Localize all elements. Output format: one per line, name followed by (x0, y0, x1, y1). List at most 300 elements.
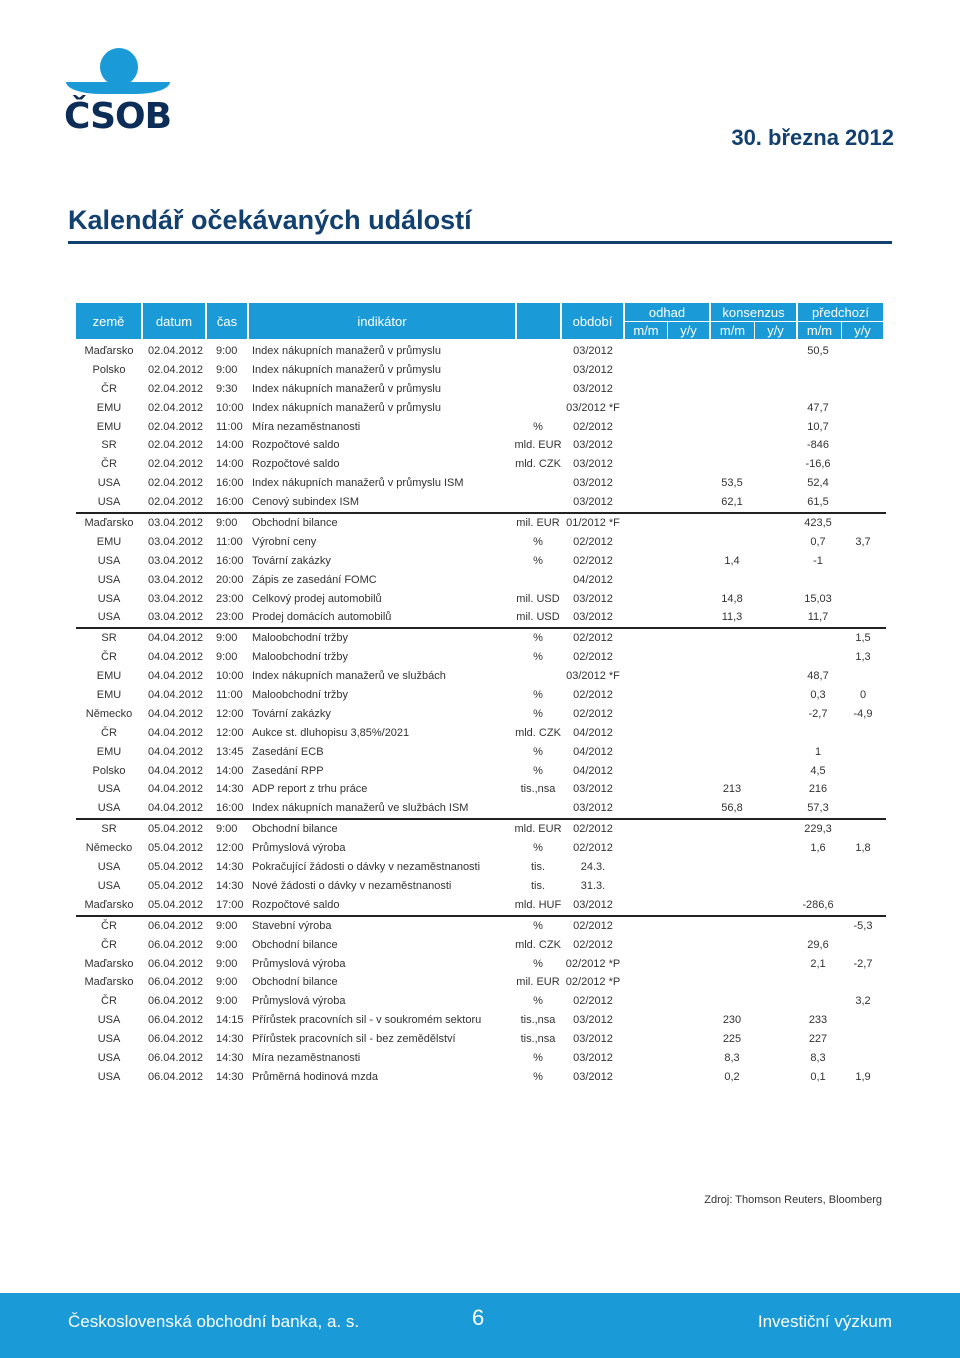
cell-date: 06.04.2012 (148, 1051, 204, 1064)
cell-country: USA (97, 573, 121, 586)
cell-date: 02.04.2012 (148, 382, 204, 395)
cell-unit: mld. CZK (515, 726, 561, 739)
cell-country: Německo (85, 842, 133, 855)
cell-date: 05.04.2012 (148, 879, 204, 892)
cell-previous-yy: 0 (859, 689, 867, 702)
table-row (76, 936, 886, 955)
cell-unit: % (533, 651, 543, 664)
cell-time: 11:00 (216, 420, 243, 433)
cell-indicator: Obchodní bilance (252, 823, 338, 836)
table-row (76, 648, 886, 667)
cell-indicator: Zápis ze zasedání FOMC (252, 573, 377, 586)
cell-indicator: Průmyslová výroba (252, 957, 346, 970)
cell-country: EMU (96, 745, 122, 758)
title-divider (68, 241, 892, 244)
cell-period: 02/2012 *P (565, 976, 621, 989)
cell-unit: mil. USD (516, 592, 560, 605)
table-row (76, 493, 886, 514)
footer-department: Investiční výzkum (757, 1312, 892, 1331)
cell-indicator: Průmyslová výroba (252, 842, 346, 855)
table-row (76, 1011, 886, 1030)
table-row (76, 608, 886, 629)
footer-bank-name: Československá obchodní banka, a. s. (68, 1312, 360, 1331)
cell-consensus-mm: 53,5 (721, 477, 743, 490)
cell-country: USA (97, 802, 121, 815)
cell-country: USA (97, 611, 121, 624)
cell-consensus-mm: 56,8 (721, 802, 743, 815)
cell-date: 03.04.2012 (148, 517, 204, 530)
cell-previous-mm: 57,3 (807, 802, 829, 815)
cell-period: 03/2012 (573, 783, 613, 796)
cell-time: 10:00 (216, 670, 244, 683)
cell-period: 04/2012 (573, 764, 613, 777)
cell-period: 03/2012 (573, 611, 613, 624)
table-row (76, 858, 886, 877)
cell-previous-yy: 1,3 (855, 651, 871, 664)
table-row (76, 629, 886, 648)
cell-unit: % (533, 689, 543, 702)
cell-time: 14:15 (216, 1014, 244, 1027)
cell-country: Maďarsko (84, 898, 134, 911)
cell-indicator: Maloobchodní tržby (252, 651, 348, 664)
cell-indicator: Obchodní bilance (252, 976, 338, 989)
cell-previous-mm: 233 (808, 1014, 828, 1027)
table-row (76, 917, 886, 936)
cell-time: 13:45 (216, 745, 244, 758)
cell-period: 03/2012 (573, 802, 613, 815)
cell-indicator: Nové žádosti o dávky v nezaměstnanosti (252, 879, 452, 892)
table-row (76, 780, 886, 799)
cell-country: USA (97, 1033, 121, 1046)
cell-period: 02/2012 (573, 995, 613, 1008)
cell-country: SR (101, 632, 117, 645)
cell-time: 9:00 (216, 995, 238, 1008)
cell-unit: % (533, 764, 543, 777)
header-unit (517, 303, 560, 339)
cell-date: 02.04.2012 (148, 496, 204, 509)
header-consensus-yy: y/y (755, 322, 796, 339)
cell-previous-mm: 4,5 (810, 764, 826, 777)
cell-period: 31.3. (580, 879, 606, 892)
cell-period: 04/2012 (573, 573, 613, 586)
cell-period: 03/2012 (573, 477, 613, 490)
cell-date: 04.04.2012 (148, 802, 204, 815)
cell-time: 11:00 (216, 535, 243, 548)
cell-previous-mm: 29,6 (807, 938, 829, 951)
cell-country: ČR (101, 458, 117, 471)
cell-period: 03/2012 (573, 496, 613, 509)
cell-country: EMU (96, 670, 122, 683)
cell-time: 9:00 (216, 517, 238, 530)
cell-country: Německo (85, 707, 133, 720)
page-number: 6 (472, 1305, 485, 1330)
table-row (76, 533, 886, 552)
cell-period: 04/2012 (573, 726, 613, 739)
cell-previous-mm: 423,5 (804, 517, 832, 530)
cell-indicator: Obchodní bilance (252, 938, 338, 951)
report-date: 30. března 2012 (731, 125, 894, 150)
cell-unit: % (533, 745, 543, 758)
cell-period: 02/2012 (573, 651, 613, 664)
cell-country: Polsko (92, 764, 126, 777)
header-previous-mm: m/m (798, 322, 841, 339)
cell-consensus-mm: 1,4 (724, 554, 740, 567)
table-row (76, 1030, 886, 1049)
cell-period: 03/2012 (573, 439, 613, 452)
cell-unit: tis.,nsa (520, 1014, 556, 1027)
cell-indicator: Index nákupních manažerů ve službách (252, 670, 446, 683)
table-row (76, 799, 886, 820)
cell-date: 04.04.2012 (148, 783, 204, 796)
cell-date: 04.04.2012 (148, 689, 204, 702)
cell-unit: mld. CZK (515, 938, 561, 951)
cell-previous-mm: -846 (806, 439, 830, 452)
cell-time: 16:00 (216, 554, 244, 567)
cell-indicator: Zasedání ECB (252, 745, 324, 758)
cell-unit: mil. EUR (516, 517, 560, 530)
cell-date: 04.04.2012 (148, 651, 204, 664)
cell-previous-mm: 1 (814, 745, 822, 758)
logo-wordmark: ČSOB (64, 96, 172, 137)
cell-country: ČR (101, 938, 117, 951)
event-table-body (76, 342, 886, 1087)
cell-period: 02/2012 (573, 689, 613, 702)
cell-country: Maďarsko (84, 976, 134, 989)
cell-unit: % (533, 1051, 543, 1064)
cell-period: 02/2012 (573, 535, 613, 548)
cell-indicator: Přírůstek pracovních sil - bez zemědělství (252, 1033, 456, 1046)
cell-date: 06.04.2012 (148, 1014, 204, 1027)
cell-time: 10:00 (216, 401, 244, 414)
cell-unit: mil. USD (516, 611, 560, 624)
cell-indicator: Zasedání RPP (252, 764, 324, 777)
cell-period: 02/2012 (573, 420, 613, 433)
cell-previous-yy: 1,9 (855, 1070, 871, 1083)
cell-consensus-mm: 213 (722, 783, 742, 796)
cell-time: 9:00 (216, 651, 238, 664)
cell-time: 12:00 (216, 842, 244, 855)
cell-period: 24.3. (580, 861, 606, 874)
cell-unit: tis. (530, 879, 546, 892)
table-row (76, 705, 886, 724)
cell-unit: mil. EUR (516, 976, 560, 989)
cell-previous-mm: 0,1 (810, 1070, 826, 1083)
cell-period: 03/2012 *F (566, 670, 620, 683)
cell-previous-mm: 0,7 (810, 535, 826, 548)
cell-country: ČR (101, 726, 117, 739)
cell-time: 9:00 (216, 632, 238, 645)
cell-previous-yy: -5,3 (853, 919, 873, 932)
cell-indicator: Rozpočtové saldo (252, 458, 340, 471)
cell-period: 02/2012 (573, 632, 613, 645)
table-row (76, 762, 886, 781)
table-row (76, 455, 886, 474)
cell-indicator: Stavební výroba (252, 919, 332, 932)
cell-country: EMU (96, 401, 122, 414)
cell-period: 01/2012 *F (566, 517, 620, 530)
cell-country: USA (97, 1070, 121, 1083)
cell-time: 17:00 (216, 898, 244, 911)
header-estimate-mm: m/m (625, 322, 667, 339)
cell-previous-mm: 10,7 (807, 420, 829, 433)
cell-country: USA (97, 477, 121, 490)
cell-previous-mm: -286,6 (802, 898, 834, 911)
cell-date: 02.04.2012 (148, 401, 204, 414)
cell-previous-mm: -16,6 (805, 458, 831, 471)
cell-time: 14:30 (216, 861, 244, 874)
table-row (76, 686, 886, 705)
cell-period: 03/2012 (573, 592, 613, 605)
cell-time: 16:00 (216, 496, 244, 509)
cell-period: 03/2012 (573, 898, 613, 911)
cell-unit: % (533, 919, 543, 932)
cell-country: USA (97, 879, 121, 892)
cell-period: 02/2012 (573, 919, 613, 932)
page-title: Kalendář očekávaných událostí (68, 205, 472, 235)
cell-indicator: Průmyslová výroba (252, 995, 346, 1008)
table-row (76, 1068, 886, 1087)
header-country: země (76, 303, 141, 339)
cell-period: 04/2012 (573, 745, 613, 758)
cell-previous-mm: 227 (808, 1033, 828, 1046)
cell-date: 06.04.2012 (148, 995, 204, 1008)
header-estimate: odhad (625, 303, 709, 321)
header-consensus: konsenzus (711, 303, 796, 321)
cell-date: 02.04.2012 (148, 420, 204, 433)
cell-time: 14:30 (216, 879, 244, 892)
cell-country: SR (101, 823, 117, 836)
cell-time: 11:00 (216, 689, 243, 702)
table-row (76, 877, 886, 896)
cell-previous-yy: -2,7 (853, 957, 873, 970)
table-row (76, 380, 886, 399)
cell-date: 02.04.2012 (148, 363, 204, 376)
table-row (76, 1049, 886, 1068)
cell-date: 04.04.2012 (148, 632, 204, 645)
cell-country: USA (97, 1051, 121, 1064)
cell-country: USA (97, 861, 121, 874)
cell-indicator: Index nákupních manažerů v průmyslu ISM (252, 477, 464, 490)
cell-time: 20:00 (216, 573, 244, 586)
cell-country: EMU (96, 420, 122, 433)
cell-time: 14:30 (216, 783, 244, 796)
cell-period: 03/2012 (573, 1014, 613, 1027)
cell-unit: tis.,nsa (520, 783, 556, 796)
cell-date: 06.04.2012 (148, 919, 204, 932)
cell-previous-mm: 61,5 (807, 496, 829, 509)
cell-unit: % (533, 842, 543, 855)
cell-previous-yy: 1,8 (855, 842, 871, 855)
header-previous: předchozí (798, 303, 883, 321)
cell-date: 03.04.2012 (148, 573, 204, 586)
cell-date: 05.04.2012 (148, 823, 204, 836)
cell-indicator: Pokračující žádosti o dávky v nezaměstnanosti (252, 861, 481, 874)
cell-previous-mm: 229,3 (804, 823, 832, 836)
cell-consensus-mm: 225 (722, 1033, 742, 1046)
header-previous-yy: y/y (842, 322, 883, 339)
cell-time: 12:00 (216, 726, 244, 739)
cell-time: 14:00 (216, 764, 244, 777)
table-row (76, 896, 886, 917)
cell-previous-mm: 15,03 (804, 592, 832, 605)
table-row (76, 571, 886, 590)
table-row (76, 474, 886, 493)
cell-previous-yy: -4,9 (853, 707, 873, 720)
cell-country: USA (97, 1014, 121, 1027)
header-period: období (562, 303, 623, 339)
cell-date: 03.04.2012 (148, 592, 204, 605)
cell-country: EMU (96, 689, 122, 702)
cell-previous-mm: 8,3 (810, 1051, 826, 1064)
cell-indicator: Rozpočtové saldo (252, 439, 340, 452)
cell-unit: % (533, 1070, 543, 1083)
cell-country: USA (97, 592, 121, 605)
cell-country: USA (97, 554, 121, 567)
cell-indicator: Index nákupních manažerů v průmyslu (252, 363, 441, 376)
cell-indicator: Index nákupních manažerů v průmyslu (252, 401, 441, 414)
cell-country: Maďarsko (84, 345, 134, 357)
cell-country: ČR (101, 651, 117, 664)
cell-previous-mm: 1,6 (810, 842, 826, 855)
cell-previous-yy: 3,2 (855, 995, 871, 1008)
header-indicator: indikátor (249, 303, 515, 339)
cell-period: 03/2012 *F (566, 401, 620, 414)
cell-period: 02/2012 (573, 707, 613, 720)
cell-country: USA (97, 783, 121, 796)
cell-unit: % (533, 535, 543, 548)
table-row (76, 514, 886, 533)
cell-previous-mm: 216 (808, 783, 828, 796)
cell-date: 06.04.2012 (148, 1033, 204, 1046)
cell-indicator: Tovární zakázky (252, 707, 331, 720)
cell-indicator: Míra nezaměstnanosti (252, 420, 361, 433)
cell-time: 9:00 (216, 919, 238, 932)
cell-date: 04.04.2012 (148, 707, 204, 720)
cell-country: ČR (101, 382, 117, 395)
table-row (76, 743, 886, 762)
cell-consensus-mm: 14,8 (721, 592, 743, 605)
cell-unit: % (533, 420, 543, 433)
cell-indicator: Prodej domácích automobilů (252, 611, 392, 624)
cell-indicator: Míra nezaměstnanosti (252, 1051, 361, 1064)
cell-previous-mm: 47,7 (807, 401, 829, 414)
header-date: datum (143, 303, 205, 339)
table-row (76, 361, 886, 380)
cell-indicator: Cenový subindex ISM (252, 496, 359, 509)
cell-previous-mm: 2,1 (810, 957, 826, 970)
table-row (76, 436, 886, 455)
cell-unit: mld. EUR (514, 439, 562, 452)
cell-period: 02/2012 (573, 554, 613, 567)
cell-date: 05.04.2012 (148, 861, 204, 874)
cell-indicator: Index nákupních manažerů v průmyslu (252, 382, 441, 395)
cell-consensus-mm: 8,3 (724, 1051, 740, 1064)
cell-period: 03/2012 (573, 1051, 613, 1064)
header-consensus-mm: m/m (711, 322, 754, 339)
cell-date: 06.04.2012 (148, 957, 204, 970)
table-row (76, 973, 886, 992)
cell-time: 14:30 (216, 1070, 244, 1083)
table-row (76, 418, 886, 437)
header-time: čas (207, 303, 247, 339)
table-row (76, 992, 886, 1011)
cell-previous-mm: 50,5 (807, 345, 829, 357)
cell-period: 02/2012 (573, 938, 613, 951)
cell-time: 16:00 (216, 477, 244, 490)
cell-date: 06.04.2012 (148, 938, 204, 951)
cell-previous-yy: 1,5 (855, 632, 871, 645)
cell-previous-mm: 0,3 (810, 689, 826, 702)
cell-date: 04.04.2012 (148, 726, 204, 739)
cell-country: Maďarsko (84, 957, 134, 970)
cell-period: 03/2012 (573, 1033, 613, 1046)
cell-country: EMU (96, 535, 122, 548)
cell-date: 03.04.2012 (148, 535, 204, 548)
cell-unit: mld. HUF (514, 898, 562, 911)
cell-previous-mm: 52,4 (807, 477, 829, 490)
cell-country: ČR (101, 919, 117, 932)
cell-date: 05.04.2012 (148, 898, 204, 911)
cell-time: 9:00 (216, 976, 238, 989)
table-row (76, 820, 886, 839)
cell-period: 03/2012 (573, 345, 613, 357)
cell-date: 02.04.2012 (148, 439, 204, 452)
cell-period: 02/2012 (573, 823, 613, 836)
source-note: Zdroj: Thomson Reuters, Bloomberg (704, 1194, 882, 1206)
cell-previous-mm: 48,7 (807, 670, 829, 683)
cell-indicator: Obchodní bilance (252, 517, 338, 530)
cell-unit: % (533, 957, 543, 970)
cell-date: 05.04.2012 (148, 842, 204, 855)
table-row (76, 399, 886, 418)
cell-country: Polsko (92, 363, 126, 376)
cell-time: 9:00 (216, 363, 238, 376)
cell-time: 23:00 (216, 611, 244, 624)
cell-period: 03/2012 (573, 458, 613, 471)
cell-country: USA (97, 496, 121, 509)
cell-consensus-mm: 11,3 (721, 611, 743, 624)
cell-time: 9:00 (216, 957, 238, 970)
cell-period: 02/2012 *P (565, 957, 621, 970)
cell-time: 23:00 (216, 592, 244, 605)
cell-period: 03/2012 (573, 363, 613, 376)
cell-unit: mld. EUR (514, 823, 562, 836)
cell-date: 04.04.2012 (148, 745, 204, 758)
cell-indicator: Celkový prodej automobilů (252, 592, 382, 605)
cell-indicator: Index nákupních manažerů v průmyslu (252, 345, 441, 357)
cell-period: 03/2012 (573, 382, 613, 395)
cell-consensus-mm: 62,1 (721, 496, 743, 509)
cell-time: 16:00 (216, 802, 244, 815)
table-row (76, 552, 886, 571)
cell-unit: % (533, 632, 543, 645)
csob-logo (64, 48, 174, 140)
cell-consensus-mm: 0,2 (724, 1070, 740, 1083)
cell-indicator: Index nákupních manažerů ve službách ISM (252, 802, 469, 815)
cell-date: 03.04.2012 (148, 611, 204, 624)
cell-indicator: Aukce st. dluhopisu 3,85%/2021 (252, 726, 410, 739)
table-row (76, 667, 886, 686)
cell-unit: mld. CZK (515, 458, 561, 471)
cell-date: 02.04.2012 (148, 458, 204, 471)
table-row (76, 590, 886, 609)
table-row (76, 955, 886, 974)
cell-indicator: Maloobchodní tržby (252, 632, 348, 645)
cell-time: 9:00 (216, 345, 238, 357)
cell-previous-mm: 11,7 (807, 611, 829, 624)
cell-indicator: Rozpočtové saldo (252, 898, 340, 911)
header-estimate-yy: y/y (668, 322, 709, 339)
